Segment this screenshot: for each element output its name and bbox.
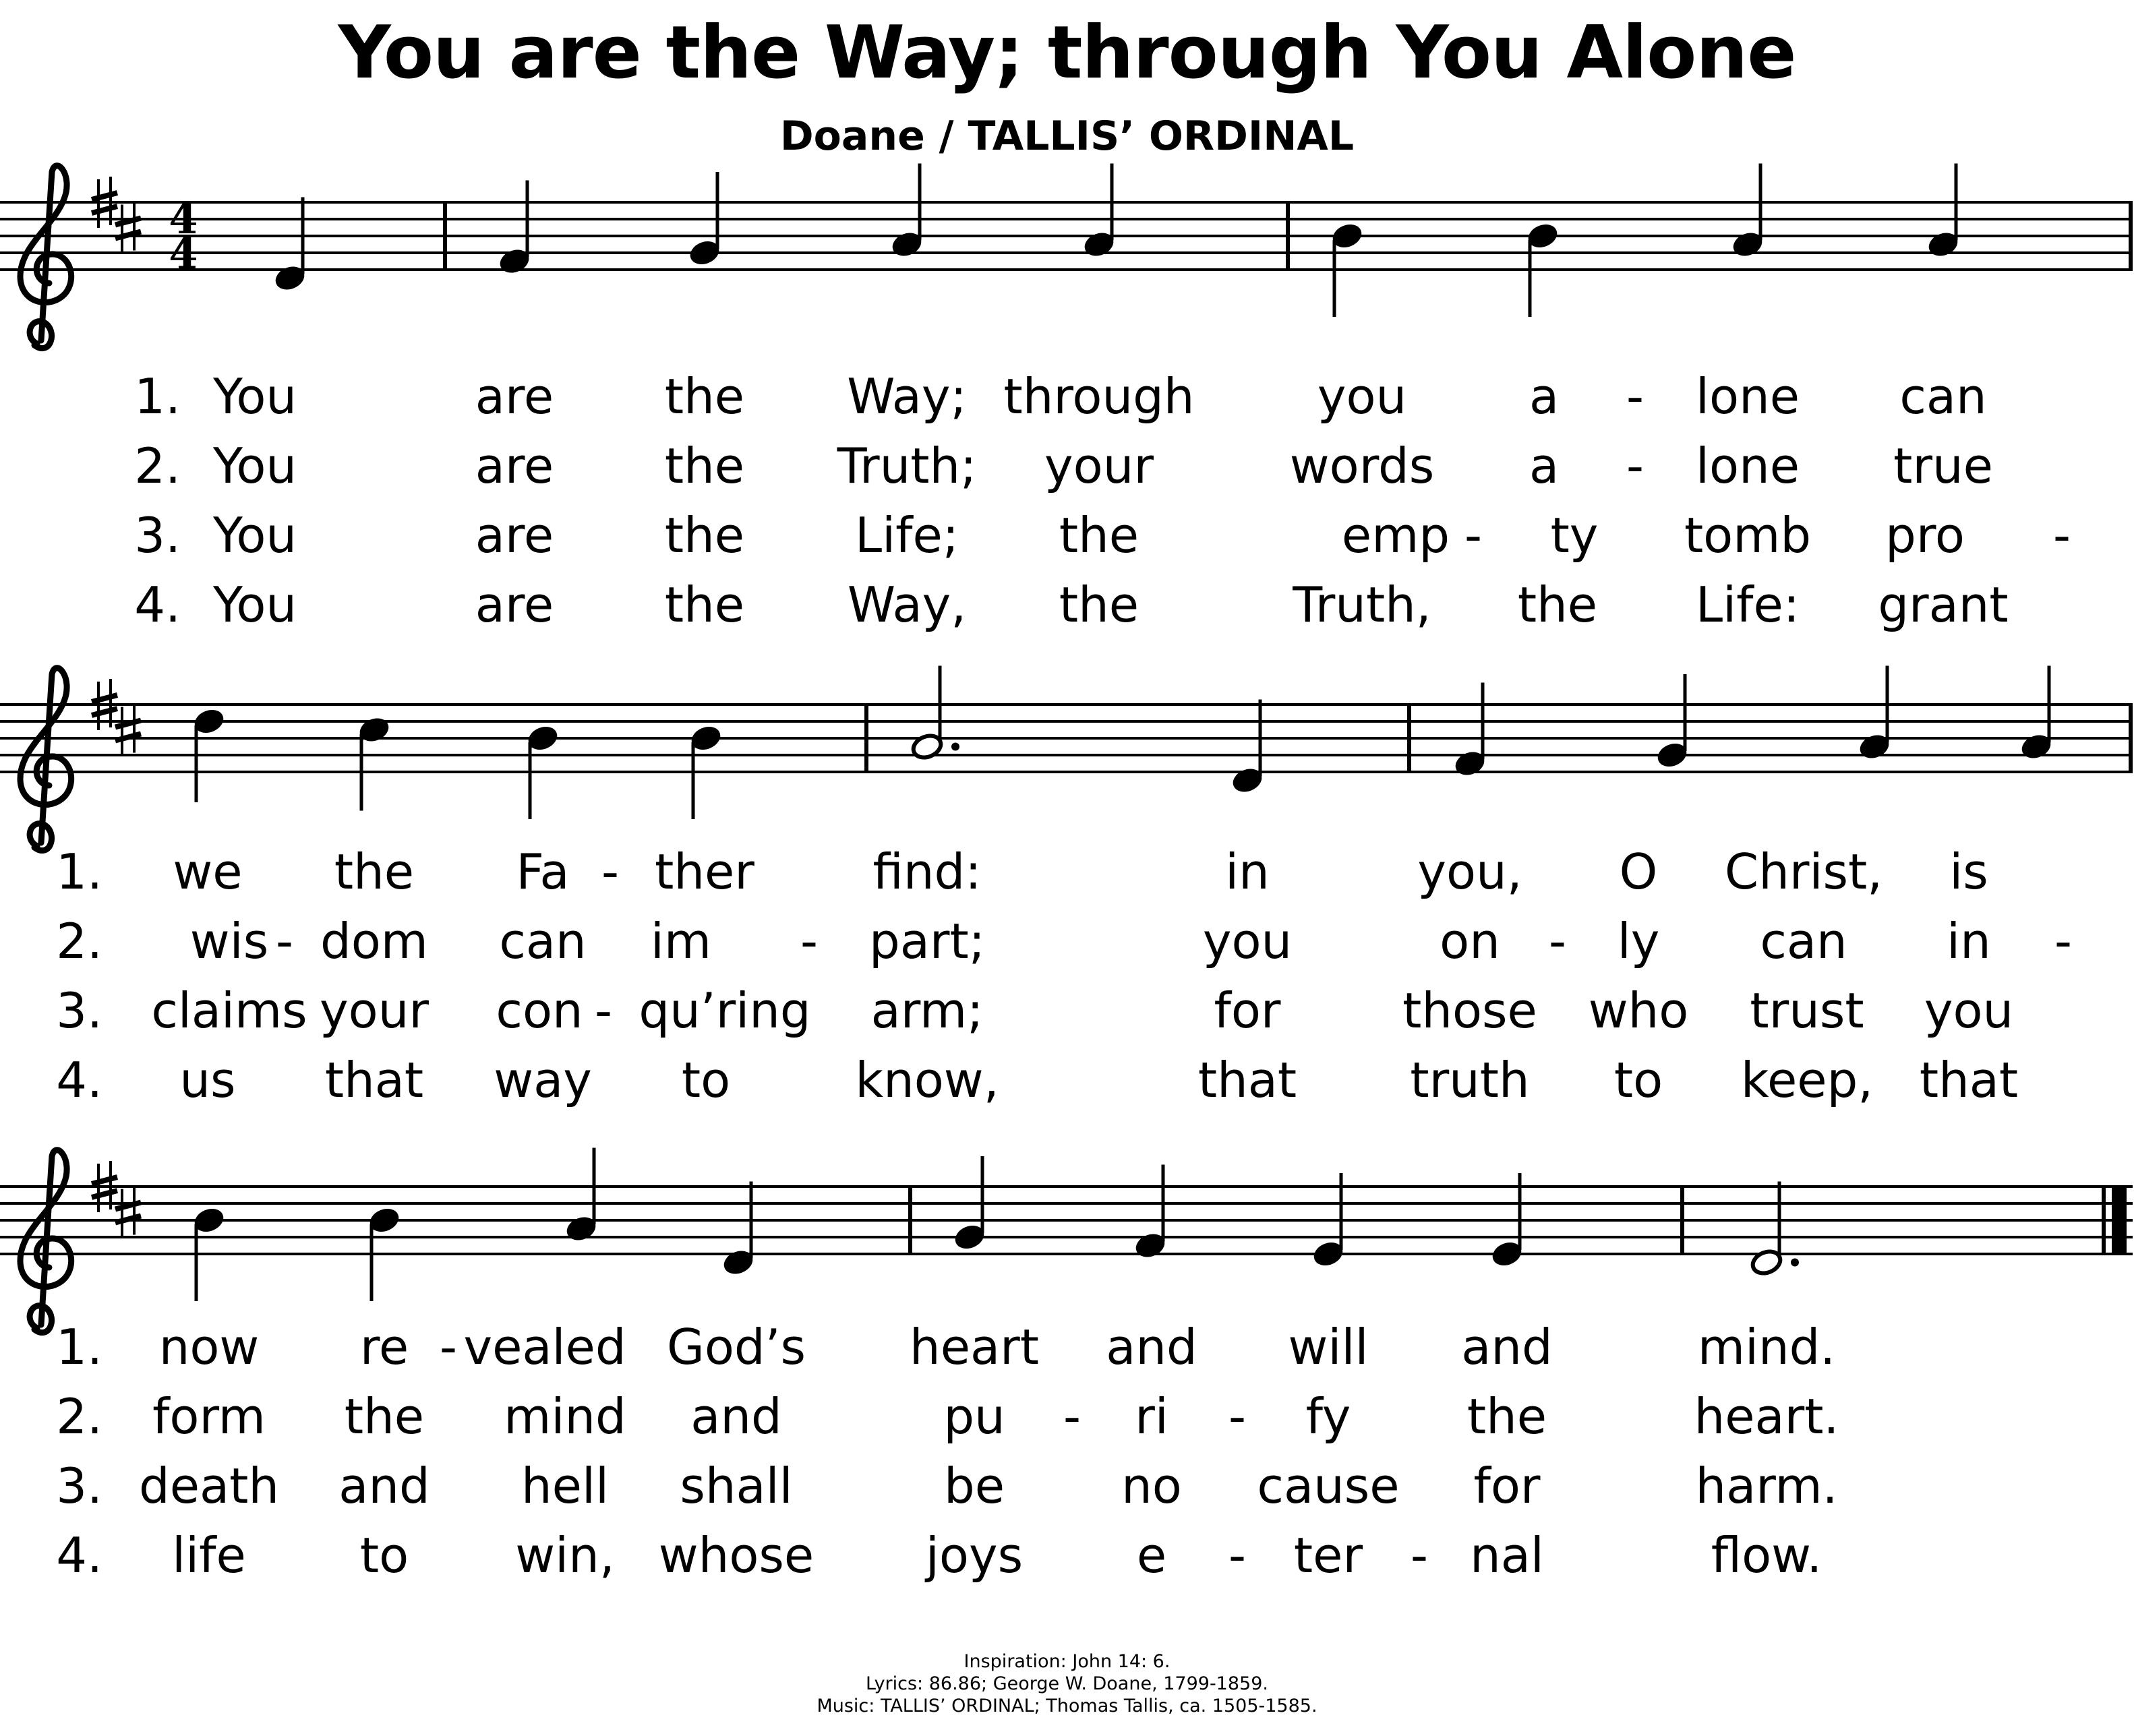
verse-number: 1. [56, 1319, 102, 1375]
verse-number: 3. [134, 507, 181, 564]
lyric-syllable: we [173, 843, 243, 900]
lyric-syllable: wis [189, 913, 269, 969]
lyric-syllable: in [1947, 913, 1991, 969]
lyric-syllable: lone [1696, 368, 1800, 425]
lyric-syllable: Life; [854, 507, 959, 564]
lyric-syllable: way [494, 1052, 592, 1108]
lyric-syllable: and [338, 1458, 430, 1514]
lyric-syllable: cause [1257, 1458, 1400, 1514]
lyric-syllable: ter [1293, 1527, 1363, 1584]
lyric-syllable: can [1899, 368, 1987, 425]
verse-number: 3. [56, 1458, 102, 1514]
lyric-syllable: you [1317, 368, 1407, 425]
lyric-syllable: keep, [1740, 1052, 1874, 1108]
lyric-syllable: ri [1135, 1388, 1168, 1445]
lyric-syllable: life [172, 1527, 246, 1584]
verse-number: 2. [134, 438, 181, 494]
verse-number: 4. [56, 1527, 102, 1584]
lyric-syllable: is [1949, 843, 1988, 900]
lyric-syllable: God’s [667, 1319, 806, 1375]
lyric-syllable: the [334, 843, 415, 900]
lyric-syllable: You [212, 576, 297, 633]
lyric-syllable: shall [680, 1458, 793, 1514]
lyric-syllable: ly [1617, 913, 1660, 969]
lyric-syllable: are [475, 438, 554, 494]
lyric-syllable: through [1003, 368, 1195, 425]
lyric-syllable: your [1044, 438, 1154, 494]
syllable-hyphen: - [1626, 438, 1644, 494]
syllable-hyphen: - [800, 913, 818, 969]
credits-footer [0, 1650, 2134, 1717]
lyric-syllable: emp [1341, 507, 1450, 564]
lyric-syllable: be [944, 1458, 1005, 1514]
syllable-hyphen: - [2054, 913, 2072, 969]
lyric-syllable: ther [655, 843, 754, 900]
lyric-syllable: Life: [1695, 576, 1800, 633]
lyric-syllable: that [324, 1052, 424, 1108]
lyric-syllable: Way, [847, 576, 967, 633]
hymn-title: You are the Way; through You Alone [338, 11, 1796, 95]
lyric-syllable: true [1893, 438, 1993, 494]
lyric-syllable: those [1402, 982, 1537, 1039]
lyric-syllable: heart [910, 1319, 1039, 1375]
lyric-syllable: to [359, 1527, 409, 1584]
lyric-syllable: and [1106, 1319, 1197, 1375]
lyric-syllable: for [1473, 1458, 1541, 1514]
lyric-syllable: in [1225, 843, 1270, 900]
lyric-syllable: the [344, 1388, 425, 1445]
lyric-syllable: the [1059, 576, 1139, 633]
lyrics-credit: Lyrics: 86.86; George W. Doane, 1799-1859. [866, 1673, 1268, 1694]
lyric-syllable: claims [151, 982, 307, 1039]
syllable-hyphen: - [1228, 1527, 1246, 1584]
lyric-syllable: nal [1470, 1527, 1544, 1584]
lyric-syllable: qu’ring [639, 982, 811, 1039]
lyric-syllable: death [139, 1458, 279, 1514]
lyric-syllable: trust [1750, 982, 1864, 1039]
verse-number: 4. [56, 1052, 102, 1108]
syllable-hyphen: - [1228, 1388, 1246, 1445]
lyric-syllable: the [1059, 507, 1139, 564]
syllable-hyphen: - [601, 843, 619, 900]
lyric-syllable: ty [1550, 507, 1599, 564]
lyric-syllable: Way; [847, 368, 967, 425]
lyric-syllable: the [664, 576, 745, 633]
syllable-hyphen: - [1063, 1388, 1081, 1445]
lyric-syllable: dom [320, 913, 428, 969]
syllable-hyphen: - [595, 982, 612, 1039]
syllable-hyphen: - [440, 1319, 457, 1375]
lyric-syllable: form [152, 1388, 266, 1445]
lyric-syllable: will [1288, 1319, 1369, 1375]
lyric-syllable: can [499, 913, 587, 969]
lyric-syllable: truth [1410, 1052, 1530, 1108]
lyric-syllable: hell [521, 1458, 609, 1514]
lyric-syllable: your [320, 982, 429, 1039]
lyric-syllable: that [1197, 1052, 1297, 1108]
lyric-syllable: You [212, 368, 297, 425]
time-signature-bottom: 4 [169, 229, 198, 278]
lyric-syllable: win, [515, 1527, 615, 1584]
lyric-syllable: e [1136, 1527, 1167, 1584]
lyric-syllable: whose [658, 1527, 814, 1584]
lyric-syllable: mind. [1697, 1319, 1836, 1375]
lyric-syllable: Fa [516, 843, 570, 900]
lyric-syllable: are [475, 507, 554, 564]
lyric-syllable: now [158, 1319, 260, 1375]
lyric-syllable: you, [1417, 843, 1522, 900]
syllable-hyphen: - [1411, 1527, 1428, 1584]
lyric-syllable: heart. [1694, 1388, 1839, 1445]
syllable-hyphen: - [1626, 368, 1644, 425]
verse-number: 2. [56, 1388, 102, 1445]
lyric-syllable: O [1619, 843, 1658, 900]
lyric-syllable: vealed [463, 1319, 626, 1375]
lyric-syllable: Truth; [837, 438, 977, 494]
lyric-syllable: and [690, 1388, 782, 1445]
lyric-syllable: you [1924, 982, 2014, 1039]
lyric-syllable: are [475, 576, 554, 633]
lyric-syllable: know, [855, 1052, 999, 1108]
time-signature-top: 4 [169, 194, 198, 243]
lyric-syllable: joys [925, 1527, 1024, 1584]
lyric-syllable: re [359, 1319, 409, 1375]
lyric-syllable: a [1529, 368, 1560, 425]
verse-number: 1. [56, 843, 102, 900]
lyric-syllable: Christ, [1724, 843, 1883, 900]
syllable-hyphen: - [1464, 507, 1482, 564]
lyric-syllable: to [1613, 1052, 1663, 1108]
hymn-subtitle: Doane / TALLIS’ ORDINAL [779, 113, 1355, 160]
music-credit: Music: TALLIS’ ORDINAL; Thomas Tallis, ca. 1505-1585. [817, 1696, 1317, 1716]
lyric-syllable: the [1517, 576, 1598, 633]
lyric-syllable: fy [1305, 1388, 1351, 1445]
lyric-syllable: arm; [870, 982, 984, 1039]
lyric-syllable: mind [504, 1388, 626, 1445]
lyric-syllable: pro [1885, 507, 1965, 564]
lyric-syllable: words [1289, 438, 1435, 494]
lyric-syllable: con [496, 982, 583, 1039]
lyric-syllable: tomb [1684, 507, 1812, 564]
lyric-syllable: the [1466, 1388, 1547, 1445]
lyric-syllable: who [1588, 982, 1689, 1039]
lyric-syllable: harm. [1695, 1458, 1838, 1514]
lyric-syllable: the [664, 368, 745, 425]
lyric-syllable: im [650, 913, 712, 969]
lyric-syllable: that [1919, 1052, 2019, 1108]
lyric-syllable: part; [869, 913, 985, 969]
lyric-syllable: can [1760, 913, 1847, 969]
syllable-hyphen: - [1549, 913, 1566, 969]
lyric-syllable: you [1202, 913, 1293, 969]
verse-number: 1. [134, 368, 181, 425]
lyric-syllable: flow. [1711, 1527, 1822, 1584]
syllable-hyphen: - [276, 913, 293, 969]
lyric-syllable: for [1214, 982, 1281, 1039]
lyric-syllable: us [179, 1052, 236, 1108]
verse-number: 3. [56, 982, 102, 1039]
lyric-syllable: the [664, 507, 745, 564]
lyric-syllable: the [664, 438, 745, 494]
lyric-syllable: You [212, 507, 297, 564]
verse-number: 2. [56, 913, 102, 969]
inspiration-credit: Inspiration: John 14: 6. [964, 1651, 1170, 1672]
lyric-syllable: a [1529, 438, 1560, 494]
lyric-syllable: are [475, 368, 554, 425]
lyric-syllable: no [1121, 1458, 1182, 1514]
lyric-syllable: grant [1878, 576, 2009, 633]
lyric-syllable: find: [872, 843, 982, 900]
lyric-syllable: Truth, [1293, 576, 1431, 633]
lyric-syllable: to [681, 1052, 731, 1108]
verse-number: 4. [134, 576, 181, 633]
lyric-syllable: You [212, 438, 297, 494]
lyric-syllable: lone [1696, 438, 1800, 494]
lyric-syllable: on [1440, 913, 1500, 969]
syllable-hyphen: - [2053, 507, 2071, 564]
lyric-syllable: and [1461, 1319, 1553, 1375]
lyric-syllable: pu [943, 1388, 1005, 1445]
